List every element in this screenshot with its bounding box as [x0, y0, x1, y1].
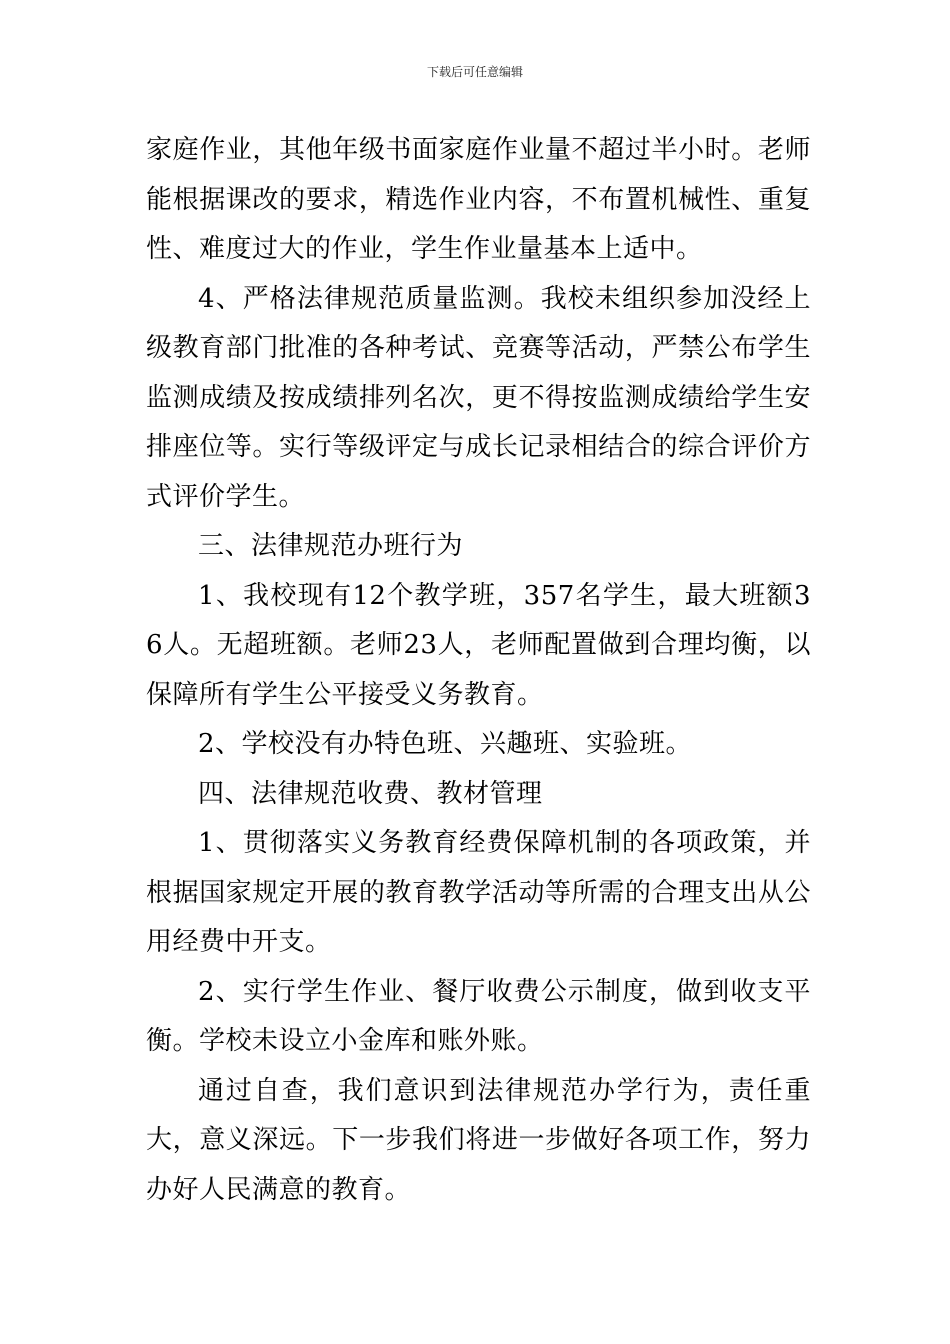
- section-heading-class-conduct: 三、法律规范办班行为: [198, 531, 464, 561]
- paragraph-quality-monitoring: 4、严格法律规范质量监测。我校未组织参加没经上级教育部门批准的各种考试、竞赛等活动，严禁公布学生监测成绩及按成绩排列名次，更不得按监测成绩给学生安排座位等。实行等级评定与成长记录相结合的综合评价方式评价学生。: [146, 283, 811, 512]
- paragraph-homework-continued: 家庭作业，其他年级书面家庭作业量不超过半小时。老师能根据课改的要求，精选作业内容，不布置机械性、重复性、难度过大的作业，学生作业量基本上适中。: [146, 135, 811, 264]
- paragraph-class-count: 1、我校现有12个教学班，357名学生，最大班额36人。无超班额。老师23人，老师配置做到合理均衡，以保障所有学生公平接受义务教育。: [146, 580, 811, 710]
- paragraph-funding-policy: 1、贯彻落实义务教育经费保障机制的各项政策，并根据国家规定开展的教育教学活动等所需的合理支出从公用经费中开支。: [146, 828, 811, 957]
- page-header: 下载后可任意编辑: [426, 65, 523, 79]
- document-body: [146, 126, 811, 1215]
- paragraph-conclusion: 通过自查，我们意识到法律规范办学行为，责任重大，意义深远。下一步我们将进一步做好各项工作，努力办好人民满意的教育。: [146, 1075, 811, 1205]
- paragraph-fee-disclosure: 2、实行学生作业、餐厅收费公示制度，做到收支平衡。学校未设立小金库和账外账。: [146, 976, 811, 1056]
- section-heading-fees-textbooks: 四、法律规范收费、教材管理: [198, 778, 543, 809]
- paragraph-no-special-classes: 2、学校没有办特色班、兴趣班、实验班。: [198, 729, 693, 759]
